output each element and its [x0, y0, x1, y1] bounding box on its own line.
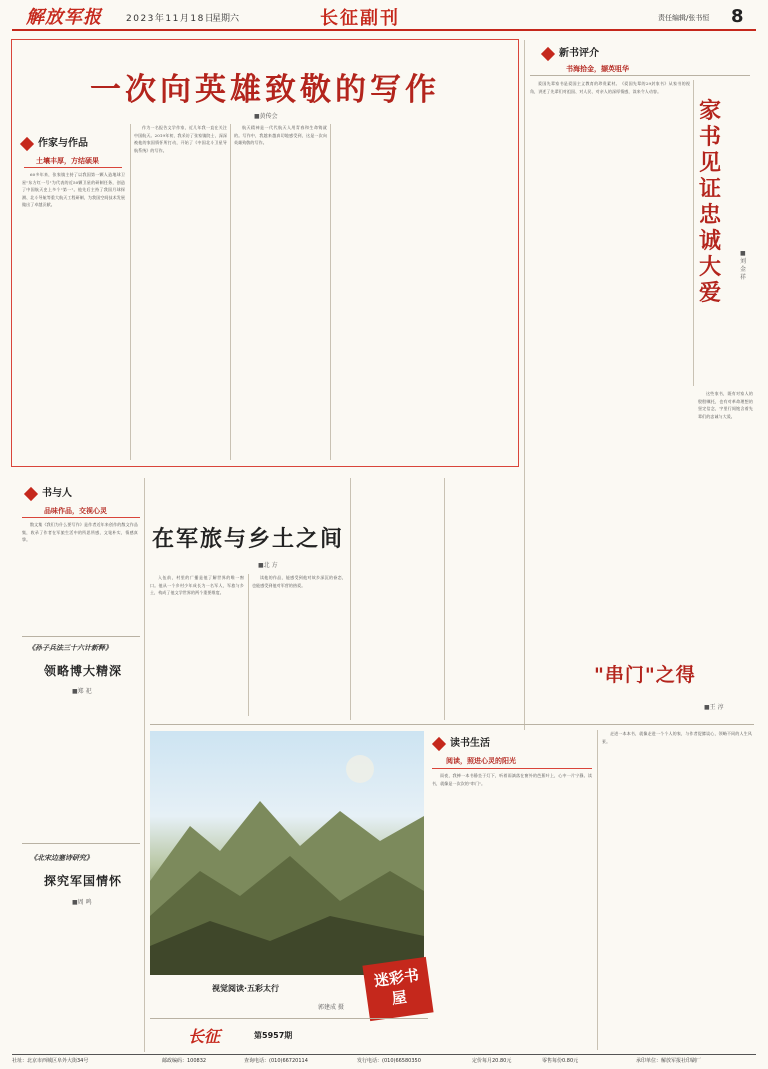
reading-subtitle: 阅读，照进心灵的阳光 — [446, 757, 516, 765]
reading-feature-byline: ■王 淳 — [704, 704, 724, 711]
left-col-heading — [26, 484, 72, 499]
footer-address: 社址：北京市西城区阜外大街34号 — [12, 1058, 89, 1064]
footer-retail: 零售每份0.80元 — [542, 1058, 579, 1064]
footer-phone: 查询电话：(010)66720114 — [244, 1058, 308, 1064]
article3-kicker: 《北宋边塞诗研究》 — [30, 853, 93, 862]
article2-kicker: 《孙子兵法三十六计新释》 — [28, 643, 112, 652]
left-paragraph: 散文集《我们为什么要写作》是作者近年来创作的散文作品集，收录了作者在军旅生活中的所思所感，文笔朴实，情感真挚。 — [22, 522, 138, 543]
lead-paragraph: 航天精神是一代代航天人用青春和生命铸就的。写作中，我越来越真切地感受到，这是一次向英雄致敬的写作。 — [234, 125, 327, 146]
diamond-icon — [541, 46, 555, 60]
footer-distribution: 发行电话：(010)66580350 — [357, 1058, 421, 1064]
reading-feature-title: "串门"之得 — [594, 664, 696, 686]
lead-article-col-3 — [234, 124, 327, 460]
left-col-body — [22, 521, 138, 631]
reading-heading — [434, 734, 490, 749]
issue-number: 第5957期 — [254, 1031, 293, 1040]
footer-price: 定价每月20.80元 — [472, 1058, 512, 1064]
diamond-icon — [24, 486, 38, 500]
reading-col-1 — [432, 772, 592, 1050]
footer-postcode: 邮政编码：100832 — [162, 1058, 207, 1064]
lead-article-title: 一次向英雄致敬的写作 — [90, 72, 440, 108]
middle-col-4 — [448, 478, 524, 720]
middle-col-2 — [252, 574, 346, 716]
left-heading-text: 书与人 — [42, 488, 72, 499]
article2-body — [22, 698, 138, 838]
middle-article-byline: ■北 方 — [258, 562, 278, 569]
article3-body — [22, 909, 138, 1051]
photo-badge — [362, 957, 433, 1021]
diamond-icon — [20, 136, 34, 150]
taihang-photo — [150, 731, 424, 975]
review-body-bottom — [698, 390, 753, 720]
lead-box-subtitle: 土壤丰厚，方结硕果 — [36, 157, 99, 165]
review-heading — [543, 44, 599, 59]
lead-article-col-2 — [134, 124, 227, 460]
photo-credit: 郭建成 摄 — [318, 1004, 344, 1011]
footer-brand: 长征 — [188, 1027, 221, 1046]
article3-byline: ■周 鸣 — [72, 899, 92, 906]
middle-paragraph: 入伍前，村里的广播是他了解世界的唯一窗口。他从一个乡村少年成长为一名军人，军旅与乡土，构成了他文学世界的两个重要维度。 — [150, 575, 244, 596]
photo-caption: 视觉阅读·五彩太行 — [212, 984, 280, 993]
section-title: 长征副刊 — [320, 8, 400, 29]
masthead — [0, 0, 768, 30]
review-byline: ■刘金祥 — [740, 250, 747, 281]
lead-article-col-1 — [22, 171, 125, 459]
lead-paragraph: 60多年来，张家镇主持了以我国第一颗人造地球卫星"东方红一号"为代表的近50颗卫星的研制任务，创造了中国航天史上多个"第一"。他先后主持了我国月球探测、北斗导航等重大航天工程研制，为我国空间技术发展做出了卓越贡献。 — [22, 172, 125, 208]
reading-heading-text: 读书生活 — [450, 738, 490, 749]
footer-bar — [12, 1057, 756, 1067]
footer-printer: 承印单位：解放军报社印刷厂 — [636, 1058, 702, 1064]
lead-article-byline: ■黄传会 — [254, 113, 278, 120]
box-heading-text: 作家与作品 — [38, 138, 88, 149]
newspaper-logo: 解放军报 — [26, 7, 102, 28]
review-heading-text: 新书评介 — [559, 48, 599, 59]
review-subtitle: 书海拾金，撷英咀华 — [566, 65, 629, 73]
article2-title: 领略博大精深 — [44, 664, 123, 678]
lead-article-col-4 — [334, 124, 514, 460]
page-editor: 责任编辑/张书恒 — [658, 14, 710, 22]
issue-weekday: 星期六 — [212, 14, 240, 24]
article3-title: 探究军国情怀 — [44, 874, 123, 888]
lead-paragraph: 作为一名报告文学作家，近几年我一直在关注中国航天。2019年初，我采访了张家镇院士，深深被他的家国情怀所打动，开始了《中国北斗卫星导航系统》的写作。 — [134, 125, 227, 153]
page-number: 8 — [731, 6, 744, 27]
issue-date: 2023年11月18日 — [126, 14, 216, 24]
photo-badge-text: 迷彩书屋 — [372, 966, 421, 1008]
middle-article-title: 在军旅与乡土之间 — [152, 526, 345, 552]
left-col-subtitle: 品味作品，交视心灵 — [44, 507, 107, 515]
diamond-icon — [432, 736, 446, 750]
middle-paragraph: 读他的作品，能感受到他对故乡深沉的眷恋，也能感受到他对军营的热爱。 — [252, 575, 346, 588]
article2-byline: ■郑 祀 — [72, 688, 92, 695]
mountain-illustration — [150, 731, 424, 975]
review-body-top — [530, 80, 690, 466]
review-paragraph: 爱国先辈家书是爱国主义教育的珍贵素材。《爱国先辈的29封家书》从家书的视角，讲述了先辈们对祖国、对人民、对亲人的深厚情感，读来令人动容。 — [530, 81, 690, 94]
reading-paragraph: 走进一本本书，就像走进一个个人的家，与作者促膝谈心，领略不同的人生风景。 — [602, 731, 752, 744]
lead-box-heading — [22, 134, 88, 149]
reading-col-2 — [602, 730, 752, 1050]
review-title: 家书见证忠诚大爱 — [699, 98, 722, 306]
reading-paragraph: 雨夜，我捧一本书静坐于灯下，听着雨滴落在窗外的芭蕉叶上，心中一片宁静。读书，就像是一次次的"串门"。 — [432, 773, 592, 786]
review-paragraph: 这些家书，既有对家人的殷殷嘱托，也有对革命理想的坚定信念，字里行间饱含着先辈们的忠诚与大爱。 — [698, 391, 753, 419]
middle-col-3 — [354, 478, 440, 720]
middle-col-1 — [150, 574, 244, 716]
